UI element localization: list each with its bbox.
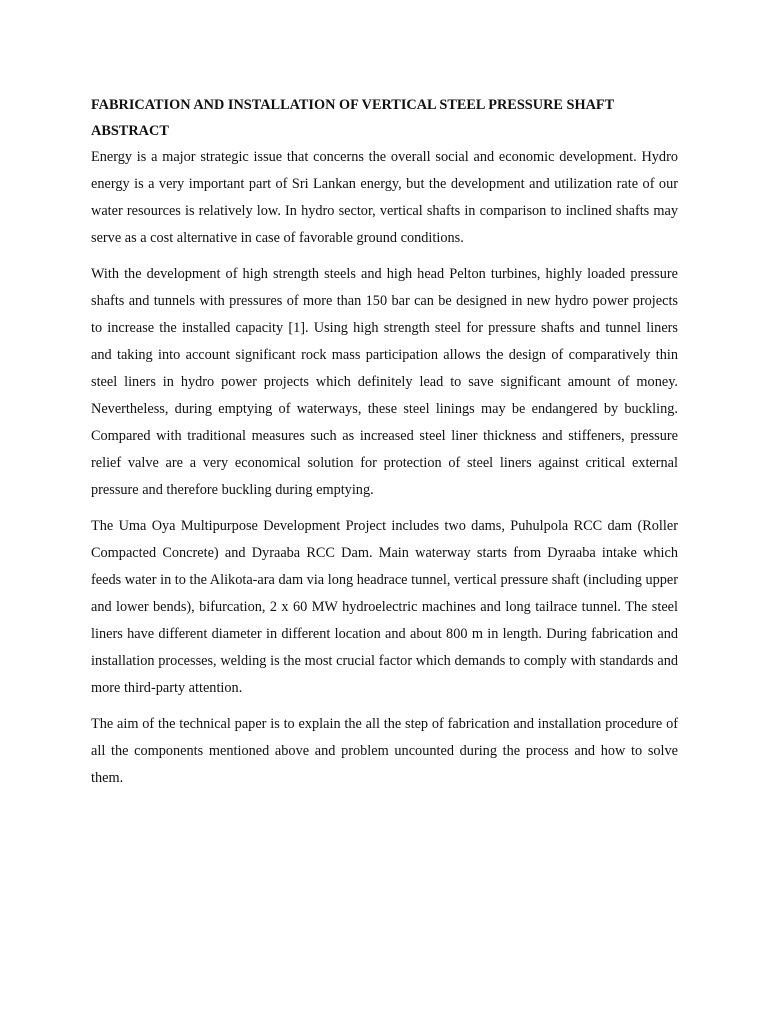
- abstract-paragraph-1: Energy is a major strategic issue that concerns the overall social and economic development. Hydro energy is a very important part of Sri Lankan energy, but the development and utilization rate of our water resources is relatively low. In hydro sector, vertical shafts in comparison to inclined shafts may serve as a cost alternative in case of favorable ground conditions.: [91, 149, 678, 246]
- abstract-heading: ABSTRACT: [91, 123, 169, 139]
- abstract-paragraph-3: The Uma Oya Multipurpose Development Project includes two dams, Puhulpola RCC dam (Roller Compacted Concrete) and Dyraaba RCC Dam. Main waterway starts from Dyraaba intake which feeds water in to the Alikota-ara dam via long headrace tunnel, vertical pressure shaft (including upper and lower bends), bifurcation, 2 x 60 MW hydroelectric machines and long tailrace tunnel. The steel liners have different diameter in different location and about 800 m in length. During fabrication and installation processes, welding is the most crucial factor which demands to comply with standards and more third-party attention.: [91, 518, 678, 696]
- abstract-paragraph-2: With the development of high strength steels and high head Pelton turbines, highly loaded pressure shafts and tunnels with pressures of more than 150 bar can be designed in new hydro power projects to increase the installed capacity [1]. Using high strength steel for pressure shafts and tunnel liners and taking into account significant rock mass participation allows the design of comparatively thin steel liners in hydro power projects which definitely lead to save significant amount of money. Nevertheless, during emptying of waterways, these steel linings may be endangered by buckling. Compared with traditional measures such as increased steel liner thickness and stiffeners, pressure relief valve are a very economical solution for protection of steel liners against critical external pressure and therefore buckling during emptying.: [91, 266, 678, 498]
- document-title: FABRICATION AND INSTALLATION OF VERTICAL STEEL PRESSURE SHAFT: [91, 97, 615, 113]
- abstract-paragraph-4: The aim of the technical paper is to explain the all the step of fabrication and installation procedure of all the components mentioned above and problem uncounted during the process and how to solve them.: [91, 716, 678, 786]
- document-body: [91, 92, 678, 792]
